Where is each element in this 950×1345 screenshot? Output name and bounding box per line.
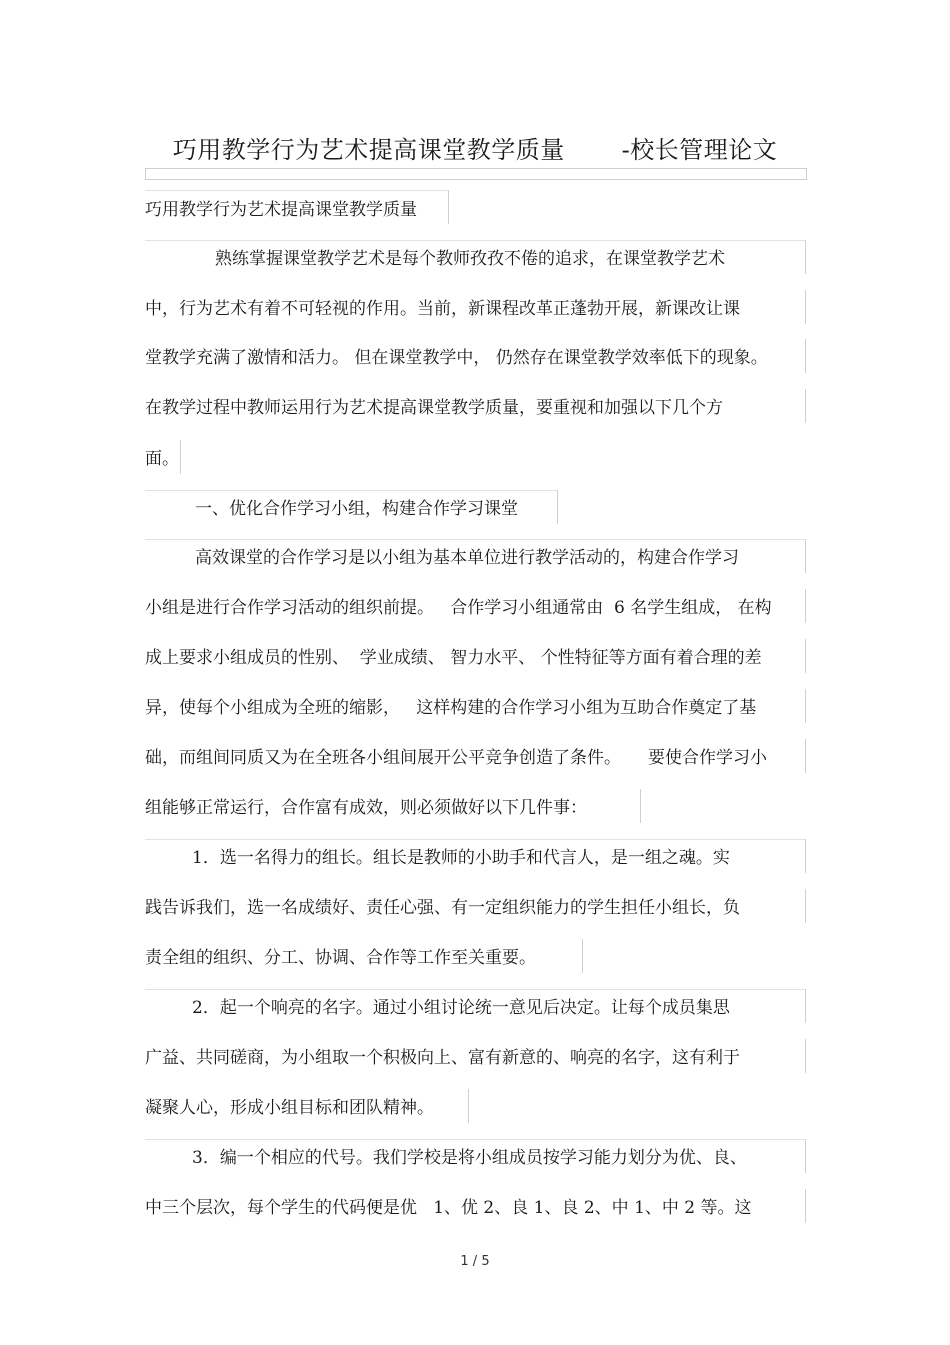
paragraph-line: 小组是进行合作学习活动的组织前提。 合作学习小组通常由 6 名学生组成， 在构 bbox=[145, 598, 772, 618]
paragraph-line: 组能够正常运行，合作富有成效，则必须做好以下几件事： bbox=[145, 798, 587, 818]
line-divider bbox=[805, 689, 806, 723]
line-divider bbox=[145, 1139, 805, 1140]
list-item: 中三个层次，每个学生的代码便是优 1、优 2、良 1、良 2、中 1、中 2 等。这 bbox=[145, 1198, 752, 1218]
line-divider bbox=[468, 1089, 469, 1123]
line-divider bbox=[805, 339, 806, 373]
list-item: 1．选一名得力的组长。组长是教师的小助手和代言人，是一组之魂。实 bbox=[192, 848, 730, 868]
line-divider bbox=[145, 490, 557, 491]
list-item: 责全组的组织、分工、协调、合作等工作至关重要。 bbox=[145, 948, 536, 968]
line-divider bbox=[557, 490, 558, 524]
paragraph-line: 成上要求小组成员的性别、 学业成绩、 智力水平、 个性特征等方面有着合理的差 bbox=[145, 648, 762, 668]
line-divider bbox=[805, 240, 806, 274]
line-divider bbox=[805, 989, 806, 1023]
paragraph-line: 高效课堂的合作学习是以小组为基本单位进行教学活动的，构建合作学习 bbox=[195, 548, 739, 568]
paragraph-line: 在教学过程中教师运用行为艺术提高课堂教学质量，要重视和加强以下几个方 bbox=[145, 398, 723, 418]
line-divider bbox=[145, 240, 805, 241]
line-divider bbox=[805, 589, 806, 623]
line-divider bbox=[145, 190, 448, 191]
list-item: 广益、共同磋商，为小组取一个积极向上、富有新意的、响亮的名字，这有利于 bbox=[145, 1048, 740, 1068]
line-divider bbox=[145, 839, 805, 840]
document-subtitle: 巧用教学行为艺术提高课堂教学质量 bbox=[145, 200, 417, 220]
paragraph-line: 中，行为艺术有着不可轻视的作用。当前，新课程改革正蓬勃开展，新课改让课 bbox=[145, 299, 740, 319]
section-heading: 一、优化合作学习小组，构建合作学习课堂 bbox=[195, 499, 518, 519]
line-divider bbox=[805, 839, 806, 873]
line-divider bbox=[805, 889, 806, 923]
list-item: 凝聚人心，形成小组目标和团队精神。 bbox=[145, 1098, 434, 1118]
document-title: 巧用教学行为艺术提高课堂教学质量 -校长管理论文 bbox=[172, 136, 778, 164]
line-divider bbox=[805, 1189, 806, 1223]
line-divider bbox=[805, 1139, 806, 1173]
line-divider bbox=[448, 190, 449, 224]
list-item: 2．起一个响亮的名字。通过小组讨论统一意见后决定。让每个成员集思 bbox=[192, 998, 730, 1018]
line-divider bbox=[805, 639, 806, 673]
page-number: 1 / 5 bbox=[460, 1254, 490, 1269]
line-divider bbox=[180, 440, 181, 474]
paragraph-line: 异，使每个小组成为全班的缩影， 这样构建的合作学习小组为互助合作奠定了基 bbox=[145, 698, 757, 718]
paragraph-line: 熟练掌握课堂教学艺术是每个教师孜孜不倦的追求，在课堂教学艺术 bbox=[215, 249, 725, 269]
line-divider bbox=[805, 290, 806, 324]
line-divider bbox=[582, 939, 583, 973]
line-divider bbox=[805, 1039, 806, 1073]
paragraph-line: 堂教学充满了激情和活力。 但在课堂教学中， 仍然存在课堂教学效率低下的现象。 bbox=[145, 348, 768, 368]
list-item: 践告诉我们，选一名成绩好、责任心强、有一定组织能力的学生担任小组长，负 bbox=[145, 898, 740, 918]
title-divider bbox=[145, 168, 807, 180]
list-item: 3．编一个相应的代号。我们学校是将小组成员按学习能力划分为优、良、 bbox=[192, 1148, 747, 1168]
line-divider bbox=[805, 739, 806, 773]
line-divider bbox=[640, 789, 641, 823]
paragraph-line: 面。 bbox=[145, 449, 179, 469]
line-divider bbox=[145, 539, 805, 540]
line-divider bbox=[805, 389, 806, 423]
line-divider bbox=[805, 539, 806, 573]
paragraph-line: 础，而组间同质又为在全班各小组间展开公平竞争创造了条件。 要使合作学习小 bbox=[145, 748, 768, 768]
line-divider bbox=[145, 989, 805, 990]
